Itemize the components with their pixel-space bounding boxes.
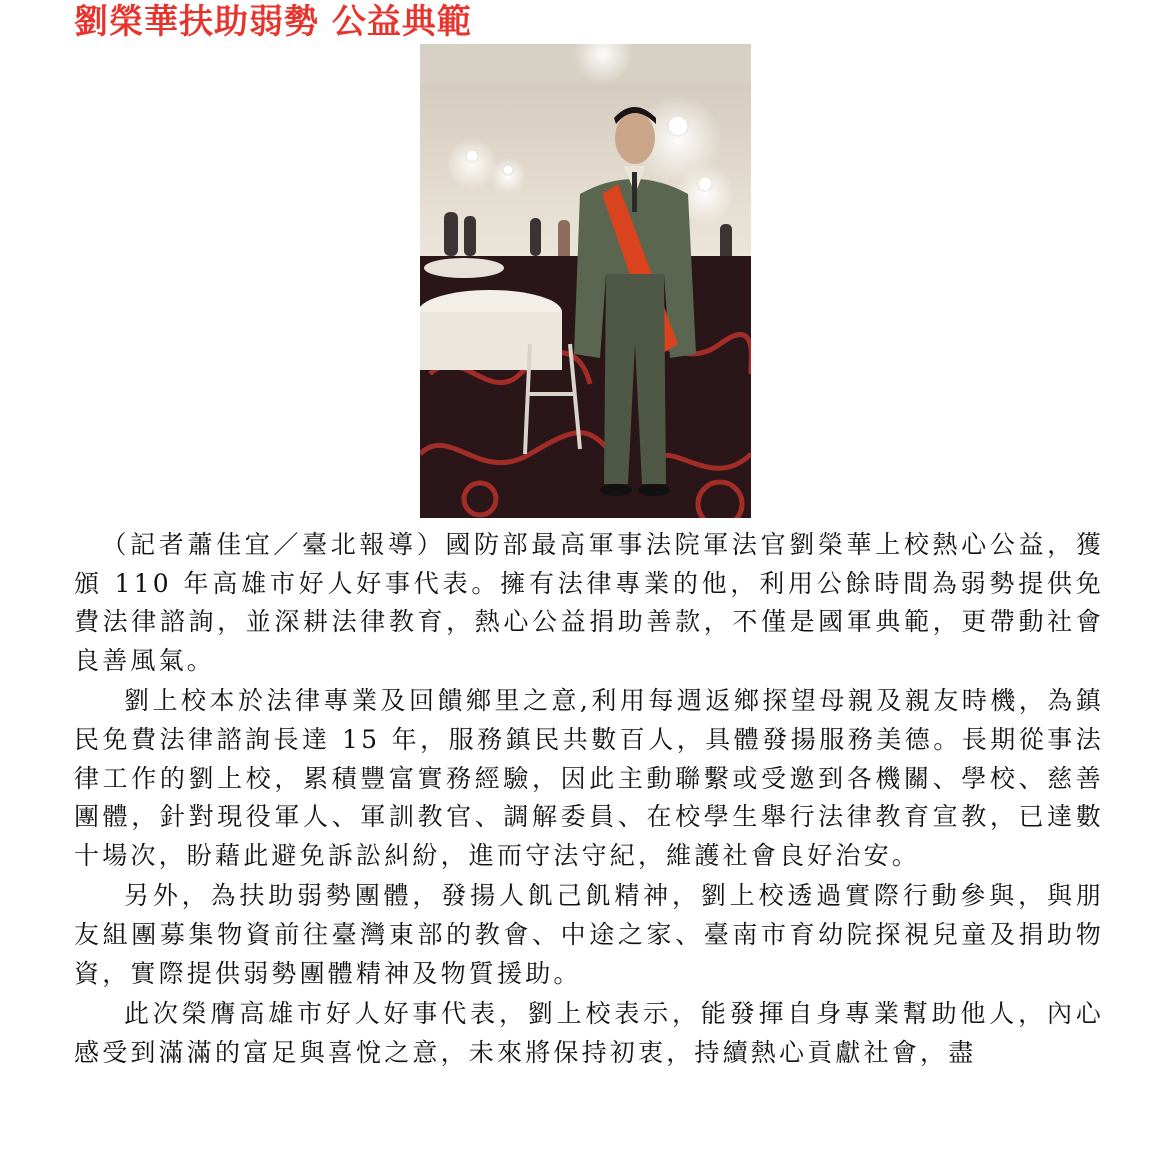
- article-paragraph-1: （記者蕭佳宜／臺北報導）國防部最高軍事法院軍法官劉榮華上校熱心公益，獲頒 110 年高雄市好人好事代表。擁有法律專業的他，利用公餘時間為弱勢提供免費法律諮詢，並深耕法律教育，熱心公益捐助善款，不僅是國軍典範，更帶動社會良善風氣。: [74, 530, 1104, 675]
- article-body: [74, 526, 1104, 1074]
- article-headline: 劉榮華扶助弱勢 公益典範: [74, 2, 472, 42]
- article-paragraph-4: 此次榮膺高雄市好人好事代表，劉上校表示，能發揮自身專業幫助他人，內心感受到滿滿的富足與喜悅之意，未來將保持初衷，持續熱心貢獻社會，盡: [74, 999, 1104, 1067]
- article-photo: [420, 44, 751, 518]
- article-paragraph-2: 劉上校本於法律專業及回饋鄉里之意,利用每週返鄉探望母親及親友時機，為鎮民免費法律諮詢長達 15 年，服務鎮民共數百人，具體發揚服務美德。長期從事法律工作的劉上校，累積豐富實務經驗，因此主動聯繫或受邀到各機關、學校、慈善團體，針對現役軍人、軍訓教官、調解委員、在校學生舉行法律教育宣教，已達數十場次，盼藉此避免訴訟糾紛，進而守法守紀，維護社會良好治安。: [74, 686, 1104, 870]
- article-paragraph-3: 另外，為扶助弱勢團體，發揚人飢己飢精神，劉上校透過實際行動參與，與朋友組團募集物資前往臺灣東部的教會、中途之家、臺南市育幼院探視兒童及捐助物資，實際提供弱勢團體精神及物質援助。: [74, 881, 1104, 988]
